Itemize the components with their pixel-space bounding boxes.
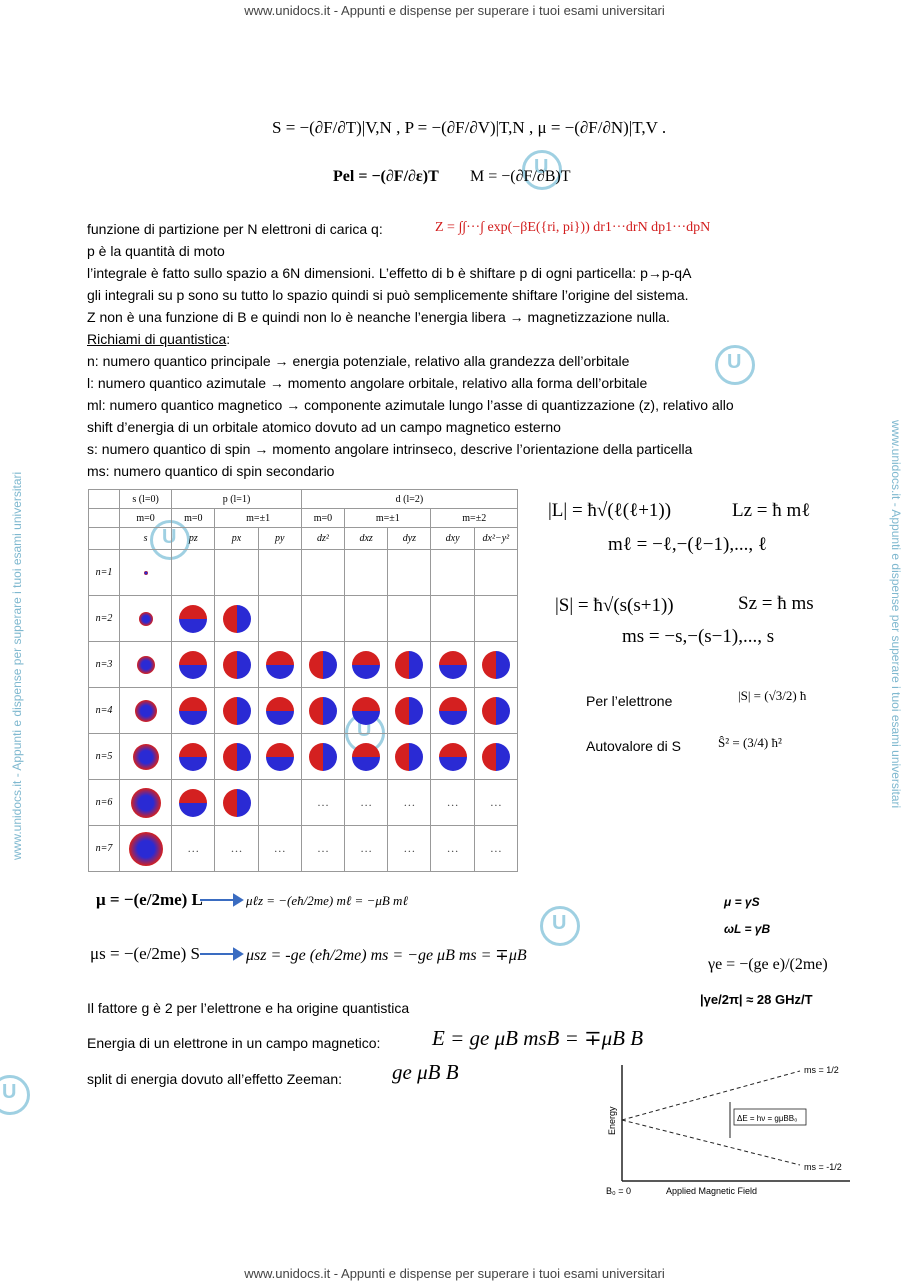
section-heading: Richiami di quantistica: bbox=[87, 331, 231, 347]
ellipsis: … bbox=[360, 795, 373, 809]
orbital-table-row bbox=[89, 642, 518, 688]
spin-angular-momentum-equation: |S| = ħ√(s(s+1)) bbox=[555, 595, 674, 616]
arrow-right-icon bbox=[198, 892, 244, 908]
orbital-shape-icon bbox=[131, 788, 161, 818]
row-label: n=1 bbox=[89, 550, 120, 596]
ellipsis: … bbox=[360, 841, 373, 855]
orbital-table-row bbox=[89, 550, 518, 596]
orbital-shape-icon bbox=[439, 697, 467, 725]
text-line: Energia di un elettrone in un campo magnetico: bbox=[87, 1035, 381, 1051]
ellipsis: … bbox=[489, 841, 502, 855]
ellipsis: … bbox=[316, 795, 329, 809]
orbital-shape-icon bbox=[482, 651, 510, 679]
orbital-shape-icon bbox=[352, 651, 380, 679]
magnetization-equation: M = −(∂F/∂B)T bbox=[470, 168, 571, 185]
mu-sz-equation: μsz = -ge (eħ/2me) ms = −ge μB ms = ∓μB bbox=[246, 947, 527, 964]
thermo-equations: S = −(∂F/∂T)|V,N , P = −(∂F/∂V)|T,N , μ = −(∂F/∂N)|T,V . bbox=[272, 118, 667, 137]
ml-range-equation: mℓ = −ℓ,−(ℓ−1),..., ℓ bbox=[608, 534, 767, 555]
zeeman-xlabel: Applied Magnetic Field bbox=[666, 1186, 758, 1196]
zeeman-equation: ge μB B bbox=[392, 1060, 459, 1084]
row-label: n=6 bbox=[89, 780, 120, 826]
ellipsis: … bbox=[403, 841, 416, 855]
autovalore-label: Autovalore di S bbox=[586, 738, 681, 754]
zeeman-origin-label: B₀ = 0 bbox=[606, 1186, 632, 1196]
row-label: n=3 bbox=[89, 642, 120, 688]
row-label: n=7 bbox=[89, 826, 120, 872]
per-elettrone-equation: |S| = (√3/2) ħ bbox=[738, 688, 807, 703]
orbital-shape-icon bbox=[223, 697, 251, 725]
text-line: p è la quantità di moto bbox=[87, 243, 225, 259]
larmor-equation: ωL = γB bbox=[724, 922, 771, 936]
energy-equation: E = ge μB msB = ∓μB B bbox=[432, 1026, 644, 1050]
orbital-shape-icon bbox=[135, 700, 157, 722]
orbital-shape-icon bbox=[439, 743, 467, 771]
orbital-table-row bbox=[89, 734, 518, 780]
orbital-shape-icon bbox=[223, 789, 251, 817]
orbital-shape-icon bbox=[439, 651, 467, 679]
orbital-shape-icon bbox=[482, 743, 510, 771]
orbital-shape-icon bbox=[309, 697, 337, 725]
gamma-value: |γe/2π| ≈ 28 GHz/T bbox=[700, 992, 813, 1007]
orbital-shape-icon bbox=[352, 697, 380, 725]
mu-L-equation: μ = −(e/2me) L bbox=[96, 890, 203, 909]
zeeman-upper-label: ms = 1/2 bbox=[804, 1065, 839, 1075]
orbital-table-row bbox=[89, 596, 518, 642]
orbital-shape-icon bbox=[395, 697, 423, 725]
section-heading-title: Richiami di quantistica bbox=[87, 331, 227, 347]
text-line: n: numero quantico principale → energia potenziale, relativo alla grandezza dell’orbitale bbox=[87, 353, 630, 369]
text-line: ml: numero quantico magnetico → componente azimutale lungo l’asse di quantizzazione (z), relativo allo bbox=[87, 397, 734, 413]
orbital-shape-icon bbox=[129, 832, 163, 866]
gamma-equation: μ = γS bbox=[724, 895, 760, 909]
ellipsis: … bbox=[446, 841, 459, 855]
ellipsis: … bbox=[446, 795, 459, 809]
header-watermark: www.unidocs.it - Appunti e dispense per superare i tuoi esami universitari bbox=[244, 3, 665, 18]
orbital-shape-icon bbox=[482, 697, 510, 725]
zeeman-lower-label: ms = -1/2 bbox=[804, 1162, 842, 1172]
watermark-logo-icon bbox=[715, 345, 755, 385]
text-line: split di energia dovuto all’effetto Zeeman: bbox=[87, 1071, 343, 1087]
orbital-table-row bbox=[89, 826, 518, 872]
row-label: n=2 bbox=[89, 596, 120, 642]
orbital-shape-icon bbox=[309, 743, 337, 771]
orbital-shape-icon bbox=[179, 697, 207, 725]
gamma-e-equation: γe = −(ge e)/(2me) bbox=[708, 956, 828, 973]
orbital-shape-icon bbox=[266, 697, 294, 725]
sz-equation: Sz = ħ ms bbox=[738, 593, 814, 614]
ellipsis: … bbox=[489, 795, 502, 809]
text-line: l: numero quantico azimutale → momento angolare orbitale, relativo alla forma dell’orbitale bbox=[87, 375, 648, 391]
zeeman-diagram bbox=[600, 1055, 860, 1205]
mu-s-equation: μs = −(e/2me) S bbox=[90, 944, 200, 963]
orbital-shape-icon bbox=[395, 651, 423, 679]
text-line: l’integrale è fatto sullo spazio a 6N dimensioni. L’effetto di b è shiftare p di ogni particella: p→p-qA bbox=[87, 265, 692, 281]
text-line: gli integrali su p sono su tutto lo spazio quindi si può semplicemente shiftare l’origine del sistema. bbox=[87, 287, 689, 303]
zeeman-ylabel: Energy bbox=[607, 1106, 617, 1135]
orbital-shape-icon bbox=[144, 571, 148, 575]
orbital-shape-icon bbox=[266, 743, 294, 771]
orbital-shape-icon bbox=[179, 743, 207, 771]
orbital-shape-icon bbox=[179, 651, 207, 679]
orbital-shape-icon bbox=[223, 743, 251, 771]
text-line: Z non è una funzione di B e quindi non lo è neanche l’energia libera → magnetizzazione nulla. bbox=[87, 309, 670, 325]
lz-equation: Lz = ħ mℓ bbox=[732, 500, 811, 521]
ellipsis: … bbox=[273, 841, 286, 855]
text-line: s: numero quantico di spin → momento angolare intrinseco, descrive l’orientazione della particella bbox=[87, 441, 693, 457]
autovalore-equation: Ŝ² = (3/4) ħ² bbox=[718, 735, 782, 750]
pel-equation: Pel = −(∂F/∂ε)T bbox=[333, 168, 439, 185]
orbital-shape-icon bbox=[223, 651, 251, 679]
ellipsis: … bbox=[316, 841, 329, 855]
orbital-shape-icon bbox=[223, 605, 251, 633]
per-elettrone-label: Per l’elettrone bbox=[586, 693, 673, 709]
ellipsis: … bbox=[230, 841, 243, 855]
footer-watermark: www.unidocs.it - Appunti e dispense per superare i tuoi esami universitari bbox=[244, 1266, 665, 1281]
orbital-table-row bbox=[89, 688, 518, 734]
text-line: funzione di partizione per N elettroni di carica q: bbox=[87, 221, 383, 237]
right-side-watermark: www.unidocs.it - Appunti e dispense per superare i tuoi esami universitari bbox=[889, 420, 903, 809]
orbital-table-row bbox=[89, 780, 518, 826]
watermark-logo-icon bbox=[0, 1075, 30, 1115]
orbital-shape-icon bbox=[179, 789, 207, 817]
row-label: n=4 bbox=[89, 688, 120, 734]
ellipsis: … bbox=[187, 841, 200, 855]
orbital-shape-icon bbox=[266, 651, 294, 679]
text-line: Il fattore g è 2 per l’elettrone e ha origine quantistica bbox=[87, 1000, 410, 1016]
row-label: n=5 bbox=[89, 734, 120, 780]
orbital-shape-icon bbox=[133, 744, 159, 770]
orbital-shape-icon bbox=[352, 743, 380, 771]
ellipsis: … bbox=[403, 795, 416, 809]
orbital-shape-icon bbox=[179, 605, 207, 633]
ms-range-equation: ms = −s,−(s−1),..., s bbox=[622, 626, 775, 647]
zeeman-delta-label: ΔE = hν = gμBB₀ bbox=[737, 1114, 798, 1123]
orbital-table: s (l=0) p (l=1) d (l=2) m=0 m=0 m=±1 m=0 m=±1 m=±2 s pz px py dz² dxz dyz dxy dx²−y² n=1 n=2 n=3 n=4 n=5 n=6 … … … … … n=7 … … … … … … … … bbox=[88, 489, 518, 872]
orbital-shape-icon bbox=[139, 612, 153, 626]
mu-lz-equation: μℓz = −(eħ/2me) mℓ = −μB mℓ bbox=[246, 893, 408, 908]
orbital-shape-icon bbox=[137, 656, 155, 674]
orbital-angular-momentum-equation: |L| = ħ√(ℓ(ℓ+1)) bbox=[548, 500, 672, 521]
text-line: shift d’energia di un orbitale atomico dovuto ad un campo magnetico esterno bbox=[87, 419, 561, 435]
watermark-logo-icon bbox=[540, 906, 580, 946]
text-line: ms: numero quantico di spin secondario bbox=[87, 463, 335, 479]
partition-function-equation: Z = ∫∫···∫ exp(−βE({ri, pi})) dr1···drN dp1···dpN bbox=[435, 220, 711, 235]
orbital-shape-icon bbox=[395, 743, 423, 771]
left-side-watermark: www.unidocs.it - Appunti e dispense per superare i tuoi esami universitari bbox=[10, 471, 24, 860]
orbital-shape-icon bbox=[309, 651, 337, 679]
arrow-right-icon bbox=[198, 946, 244, 962]
